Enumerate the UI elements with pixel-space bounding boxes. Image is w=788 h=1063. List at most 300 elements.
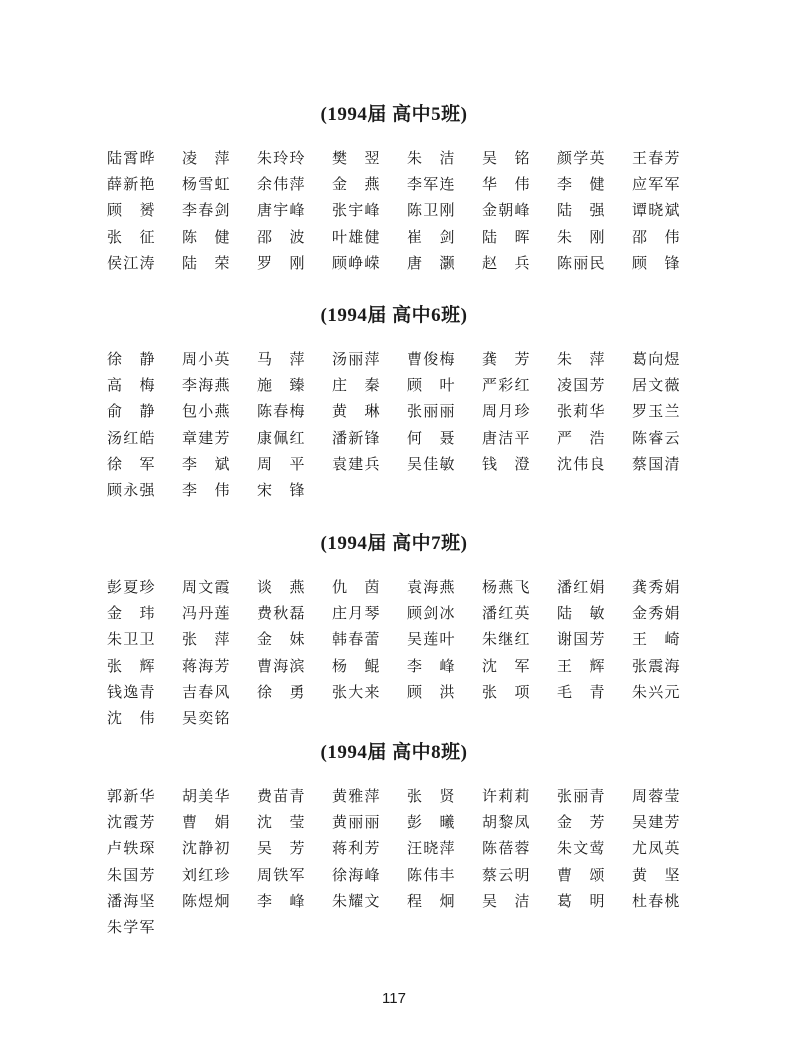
name-cell <box>332 786 407 806</box>
student-name: 谭晓斌 <box>632 201 680 220</box>
student-name: 胡黎凤 <box>482 813 530 832</box>
student-name: 龚 芳 <box>482 350 530 369</box>
student-name: 汤红皓 <box>107 428 155 447</box>
student-name: 汤丽萍 <box>332 350 380 369</box>
name-cell <box>407 629 482 649</box>
name-cell <box>257 603 332 623</box>
student-name: 张 贤 <box>407 787 455 806</box>
name-cell <box>107 917 182 937</box>
student-name: 蒋利芳 <box>332 839 380 858</box>
student-name: 顾 叶 <box>407 376 455 395</box>
student-name: 李 斌 <box>182 454 230 473</box>
name-grid <box>107 145 707 276</box>
name-row <box>107 197 707 223</box>
student-name: 李军连 <box>407 175 455 194</box>
name-cell <box>107 891 182 911</box>
name-row <box>107 477 707 503</box>
name-cell <box>557 891 632 911</box>
student-name: 徐 静 <box>107 350 155 369</box>
name-cell <box>557 227 632 247</box>
name-row <box>107 398 707 424</box>
student-name: 李 伟 <box>182 481 230 500</box>
name-cell <box>332 401 407 421</box>
name-cell <box>257 480 332 500</box>
name-cell <box>482 603 557 623</box>
name-cell <box>332 253 407 273</box>
name-row <box>107 835 707 861</box>
student-name: 金秀娟 <box>632 604 680 623</box>
name-cell <box>482 682 557 702</box>
name-cell <box>632 812 707 832</box>
student-name: 应军军 <box>632 175 680 194</box>
student-name: 吴 洁 <box>482 891 530 910</box>
name-cell <box>407 349 482 369</box>
name-cell <box>632 454 707 474</box>
name-cell <box>482 375 557 395</box>
name-cell <box>482 454 557 474</box>
name-cell <box>182 200 257 220</box>
name-cell <box>482 428 557 448</box>
student-name: 杨 鲲 <box>332 656 380 675</box>
name-row <box>107 705 707 731</box>
name-cell <box>632 401 707 421</box>
name-cell <box>632 891 707 911</box>
student-name: 陈睿云 <box>632 428 680 447</box>
name-cell <box>632 349 707 369</box>
name-cell <box>482 401 557 421</box>
student-name: 钱逸青 <box>107 682 155 701</box>
name-cell <box>632 577 707 597</box>
student-name: 王春芳 <box>632 149 680 168</box>
student-name: 侯江涛 <box>107 253 155 272</box>
student-name: 章建芳 <box>182 428 230 447</box>
name-cell <box>332 454 407 474</box>
student-name: 毛 青 <box>557 682 605 701</box>
student-name: 沈 莹 <box>257 813 305 832</box>
name-cell <box>482 148 557 168</box>
name-cell <box>407 200 482 220</box>
name-cell <box>107 349 182 369</box>
name-cell <box>182 629 257 649</box>
name-cell <box>407 401 482 421</box>
name-cell <box>407 174 482 194</box>
student-name: 顾 洪 <box>407 682 455 701</box>
student-name: 吴 铭 <box>482 149 530 168</box>
student-name: 陈 健 <box>182 227 230 246</box>
name-cell <box>182 708 257 728</box>
name-cell <box>632 174 707 194</box>
student-name: 余伟萍 <box>257 175 305 194</box>
student-name: 赵 兵 <box>482 253 530 272</box>
name-cell <box>257 174 332 194</box>
name-grid <box>107 783 707 940</box>
student-name: 周蓉莹 <box>632 787 680 806</box>
student-name: 陆 晖 <box>482 227 530 246</box>
student-name: 罗 刚 <box>257 253 305 272</box>
name-row <box>107 224 707 250</box>
section-title: (1994届 高中8班) <box>320 742 468 763</box>
student-name: 沈静初 <box>182 839 230 858</box>
name-cell <box>482 812 557 832</box>
name-cell <box>182 577 257 597</box>
student-name: 宋 锋 <box>257 481 305 500</box>
student-name: 蒋海芳 <box>182 656 230 675</box>
student-name: 叶雄健 <box>332 227 380 246</box>
name-cell <box>482 865 557 885</box>
name-cell <box>557 253 632 273</box>
student-name: 沈 军 <box>482 656 530 675</box>
name-row <box>107 145 707 171</box>
student-name: 谢国芳 <box>557 630 605 649</box>
student-name: 高 梅 <box>107 376 155 395</box>
student-name: 袁海燕 <box>407 578 455 597</box>
student-name: 朱国芳 <box>107 865 155 884</box>
name-cell <box>257 812 332 832</box>
student-name: 樊 翌 <box>332 149 380 168</box>
name-cell <box>182 838 257 858</box>
name-row <box>107 653 707 679</box>
student-name: 曹海滨 <box>257 656 305 675</box>
name-cell <box>107 174 182 194</box>
name-cell <box>257 838 332 858</box>
student-name: 张 辉 <box>107 656 155 675</box>
name-cell <box>107 682 182 702</box>
student-name: 杨燕飞 <box>482 578 530 597</box>
student-name: 张丽青 <box>557 787 605 806</box>
name-cell <box>182 401 257 421</box>
name-cell <box>557 656 632 676</box>
name-cell <box>257 865 332 885</box>
student-name: 吴建芳 <box>632 813 680 832</box>
name-cell <box>182 174 257 194</box>
student-name: 蔡云明 <box>482 865 530 884</box>
name-cell <box>632 838 707 858</box>
name-cell <box>332 428 407 448</box>
student-name: 彭 曦 <box>407 813 455 832</box>
name-cell <box>257 891 332 911</box>
name-row <box>107 862 707 888</box>
student-name: 金 芳 <box>557 813 605 832</box>
name-row <box>107 250 707 276</box>
name-cell <box>482 200 557 220</box>
student-name: 周月珍 <box>482 402 530 421</box>
student-name: 黄丽丽 <box>332 813 380 832</box>
student-name: 潘红娟 <box>557 578 605 597</box>
student-name: 费秋磊 <box>257 604 305 623</box>
student-name: 许莉莉 <box>482 787 530 806</box>
name-cell <box>557 349 632 369</box>
student-name: 王 崎 <box>632 630 680 649</box>
student-name: 钱 澄 <box>482 454 530 473</box>
name-cell <box>332 227 407 247</box>
name-cell <box>557 375 632 395</box>
name-cell <box>257 428 332 448</box>
student-name: 包小燕 <box>182 402 230 421</box>
student-name: 严彩红 <box>482 376 530 395</box>
name-cell <box>107 812 182 832</box>
student-name: 吴 芳 <box>257 839 305 858</box>
student-name: 朱学军 <box>107 918 155 937</box>
name-cell <box>332 629 407 649</box>
student-name: 顾永强 <box>107 481 155 500</box>
student-name: 费苗青 <box>257 787 305 806</box>
student-name: 潘红英 <box>482 604 530 623</box>
name-cell <box>257 148 332 168</box>
name-cell <box>407 428 482 448</box>
name-cell <box>482 891 557 911</box>
name-cell <box>107 708 182 728</box>
student-name: 朱玲玲 <box>257 149 305 168</box>
name-cell <box>557 577 632 597</box>
student-name: 王 辉 <box>557 656 605 675</box>
name-cell <box>407 603 482 623</box>
student-name: 沈伟良 <box>557 454 605 473</box>
name-cell <box>632 682 707 702</box>
student-name: 冯丹莲 <box>182 604 230 623</box>
student-name: 陈春梅 <box>257 402 305 421</box>
name-cell <box>107 454 182 474</box>
student-name: 凌国芳 <box>557 376 605 395</box>
student-name: 薛新艳 <box>107 175 155 194</box>
name-cell <box>182 375 257 395</box>
name-cell <box>107 480 182 500</box>
student-name: 顾 锋 <box>632 253 680 272</box>
section-title: (1994届 高中7班) <box>320 533 468 554</box>
student-name: 朱继红 <box>482 630 530 649</box>
student-name: 黄 坚 <box>632 865 680 884</box>
student-name: 汪晓萍 <box>407 839 455 858</box>
name-cell <box>257 375 332 395</box>
name-cell <box>332 865 407 885</box>
student-name: 罗玉兰 <box>632 402 680 421</box>
student-name: 严 浩 <box>557 428 605 447</box>
name-cell <box>182 656 257 676</box>
student-name: 周小英 <box>182 350 230 369</box>
name-cell <box>107 428 182 448</box>
student-name: 张莉华 <box>557 402 605 421</box>
student-name: 张丽丽 <box>407 402 455 421</box>
name-cell <box>632 656 707 676</box>
student-name: 刘红珍 <box>182 865 230 884</box>
name-cell <box>257 227 332 247</box>
name-cell <box>482 253 557 273</box>
student-name: 尤凤英 <box>632 839 680 858</box>
student-name: 李春剑 <box>182 201 230 220</box>
student-name: 沈 伟 <box>107 709 155 728</box>
student-name: 朱兴元 <box>632 682 680 701</box>
student-name: 彭夏珍 <box>107 578 155 597</box>
student-name: 吴佳敏 <box>407 454 455 473</box>
name-cell <box>557 812 632 832</box>
student-name: 杜春桃 <box>632 891 680 910</box>
name-cell <box>632 786 707 806</box>
student-name: 朱 刚 <box>557 227 605 246</box>
name-cell <box>182 603 257 623</box>
student-name: 卢轶琛 <box>107 839 155 858</box>
student-name: 张 征 <box>107 227 155 246</box>
name-cell <box>257 349 332 369</box>
student-name: 邵 波 <box>257 227 305 246</box>
student-name: 陈卫刚 <box>407 201 455 220</box>
name-cell <box>632 865 707 885</box>
name-cell <box>632 148 707 168</box>
name-cell <box>107 838 182 858</box>
name-cell <box>407 253 482 273</box>
student-name: 蔡国清 <box>632 454 680 473</box>
name-cell <box>107 148 182 168</box>
name-cell <box>407 577 482 597</box>
name-row <box>107 914 707 940</box>
student-name: 陆霄晔 <box>107 149 155 168</box>
student-name: 陈煜炯 <box>182 891 230 910</box>
name-cell <box>332 174 407 194</box>
name-cell <box>407 812 482 832</box>
name-row <box>107 425 707 451</box>
name-grid <box>107 574 707 731</box>
name-row <box>107 679 707 705</box>
name-cell <box>107 375 182 395</box>
name-row <box>107 809 707 835</box>
name-cell <box>257 577 332 597</box>
name-cell <box>407 786 482 806</box>
student-name: 顾峥嵘 <box>332 253 380 272</box>
student-name: 周铁军 <box>257 865 305 884</box>
name-cell <box>107 577 182 597</box>
student-name: 朱文莺 <box>557 839 605 858</box>
name-row <box>107 600 707 626</box>
name-cell <box>407 865 482 885</box>
name-cell <box>332 682 407 702</box>
student-name: 吉春风 <box>182 682 230 701</box>
student-name: 胡美华 <box>182 787 230 806</box>
name-cell <box>557 148 632 168</box>
name-cell <box>182 227 257 247</box>
name-cell <box>332 577 407 597</box>
student-name: 吴莲叶 <box>407 630 455 649</box>
student-name: 葛 明 <box>557 891 605 910</box>
student-name: 唐宇峰 <box>257 201 305 220</box>
student-name: 唐洁平 <box>482 428 530 447</box>
student-name: 张宇峰 <box>332 201 380 220</box>
name-cell <box>632 428 707 448</box>
student-name: 曹 娟 <box>182 813 230 832</box>
student-name: 韩春蕾 <box>332 630 380 649</box>
name-cell <box>332 200 407 220</box>
name-cell <box>557 629 632 649</box>
name-cell <box>257 682 332 702</box>
name-cell <box>332 603 407 623</box>
student-name: 葛向煜 <box>632 350 680 369</box>
name-cell <box>107 603 182 623</box>
student-name: 朱耀文 <box>332 891 380 910</box>
name-cell <box>107 865 182 885</box>
student-name: 金 燕 <box>332 175 380 194</box>
student-name: 金朝峰 <box>482 201 530 220</box>
name-cell <box>182 349 257 369</box>
name-row <box>107 626 707 652</box>
student-name: 俞 静 <box>107 402 155 421</box>
name-cell <box>107 401 182 421</box>
name-cell <box>182 891 257 911</box>
name-cell <box>257 454 332 474</box>
student-name: 李 健 <box>557 175 605 194</box>
student-name: 康佩红 <box>257 428 305 447</box>
student-name: 陈蓓蓉 <box>482 839 530 858</box>
student-name: 黄 琳 <box>332 402 380 421</box>
name-cell <box>557 454 632 474</box>
student-name: 张 项 <box>482 682 530 701</box>
name-cell <box>182 148 257 168</box>
student-name: 徐海峰 <box>332 865 380 884</box>
name-cell <box>182 865 257 885</box>
student-name: 仇 茵 <box>332 578 380 597</box>
name-cell <box>482 786 557 806</box>
name-cell <box>407 656 482 676</box>
student-name: 周文霞 <box>182 578 230 597</box>
name-cell <box>407 682 482 702</box>
name-cell <box>332 891 407 911</box>
student-name: 李 峰 <box>407 656 455 675</box>
student-name: 程 炯 <box>407 891 455 910</box>
name-cell <box>332 375 407 395</box>
name-cell <box>182 428 257 448</box>
name-cell <box>557 786 632 806</box>
name-cell <box>332 656 407 676</box>
student-name: 马 萍 <box>257 350 305 369</box>
student-name: 华 伟 <box>482 175 530 194</box>
student-name: 龚秀娟 <box>632 578 680 597</box>
student-name: 庄 秦 <box>332 376 380 395</box>
name-row <box>107 783 707 809</box>
name-cell <box>257 629 332 649</box>
name-cell <box>482 174 557 194</box>
name-cell <box>557 603 632 623</box>
name-cell <box>182 786 257 806</box>
name-cell <box>107 227 182 247</box>
name-cell <box>257 253 332 273</box>
student-name: 颜学英 <box>557 149 605 168</box>
page-number: 117 <box>382 990 406 1007</box>
name-cell <box>557 838 632 858</box>
name-cell <box>482 349 557 369</box>
name-cell <box>482 629 557 649</box>
student-name: 谈 燕 <box>257 578 305 597</box>
name-cell <box>557 174 632 194</box>
student-name: 李 峰 <box>257 891 305 910</box>
student-name: 徐 军 <box>107 454 155 473</box>
name-cell <box>407 838 482 858</box>
name-cell <box>107 200 182 220</box>
student-name: 陈伟丰 <box>407 865 455 884</box>
name-cell <box>257 786 332 806</box>
student-name: 张 萍 <box>182 630 230 649</box>
name-row <box>107 451 707 477</box>
name-cell <box>557 682 632 702</box>
name-cell <box>107 656 182 676</box>
name-cell <box>557 865 632 885</box>
name-cell <box>257 401 332 421</box>
name-grid <box>107 346 707 503</box>
section-title: (1994届 高中5班) <box>320 104 468 125</box>
name-cell <box>332 349 407 369</box>
student-name: 徐 勇 <box>257 682 305 701</box>
name-cell <box>632 603 707 623</box>
name-row <box>107 372 707 398</box>
name-cell <box>482 227 557 247</box>
name-cell <box>632 375 707 395</box>
student-name: 崔 剑 <box>407 227 455 246</box>
name-cell <box>557 401 632 421</box>
